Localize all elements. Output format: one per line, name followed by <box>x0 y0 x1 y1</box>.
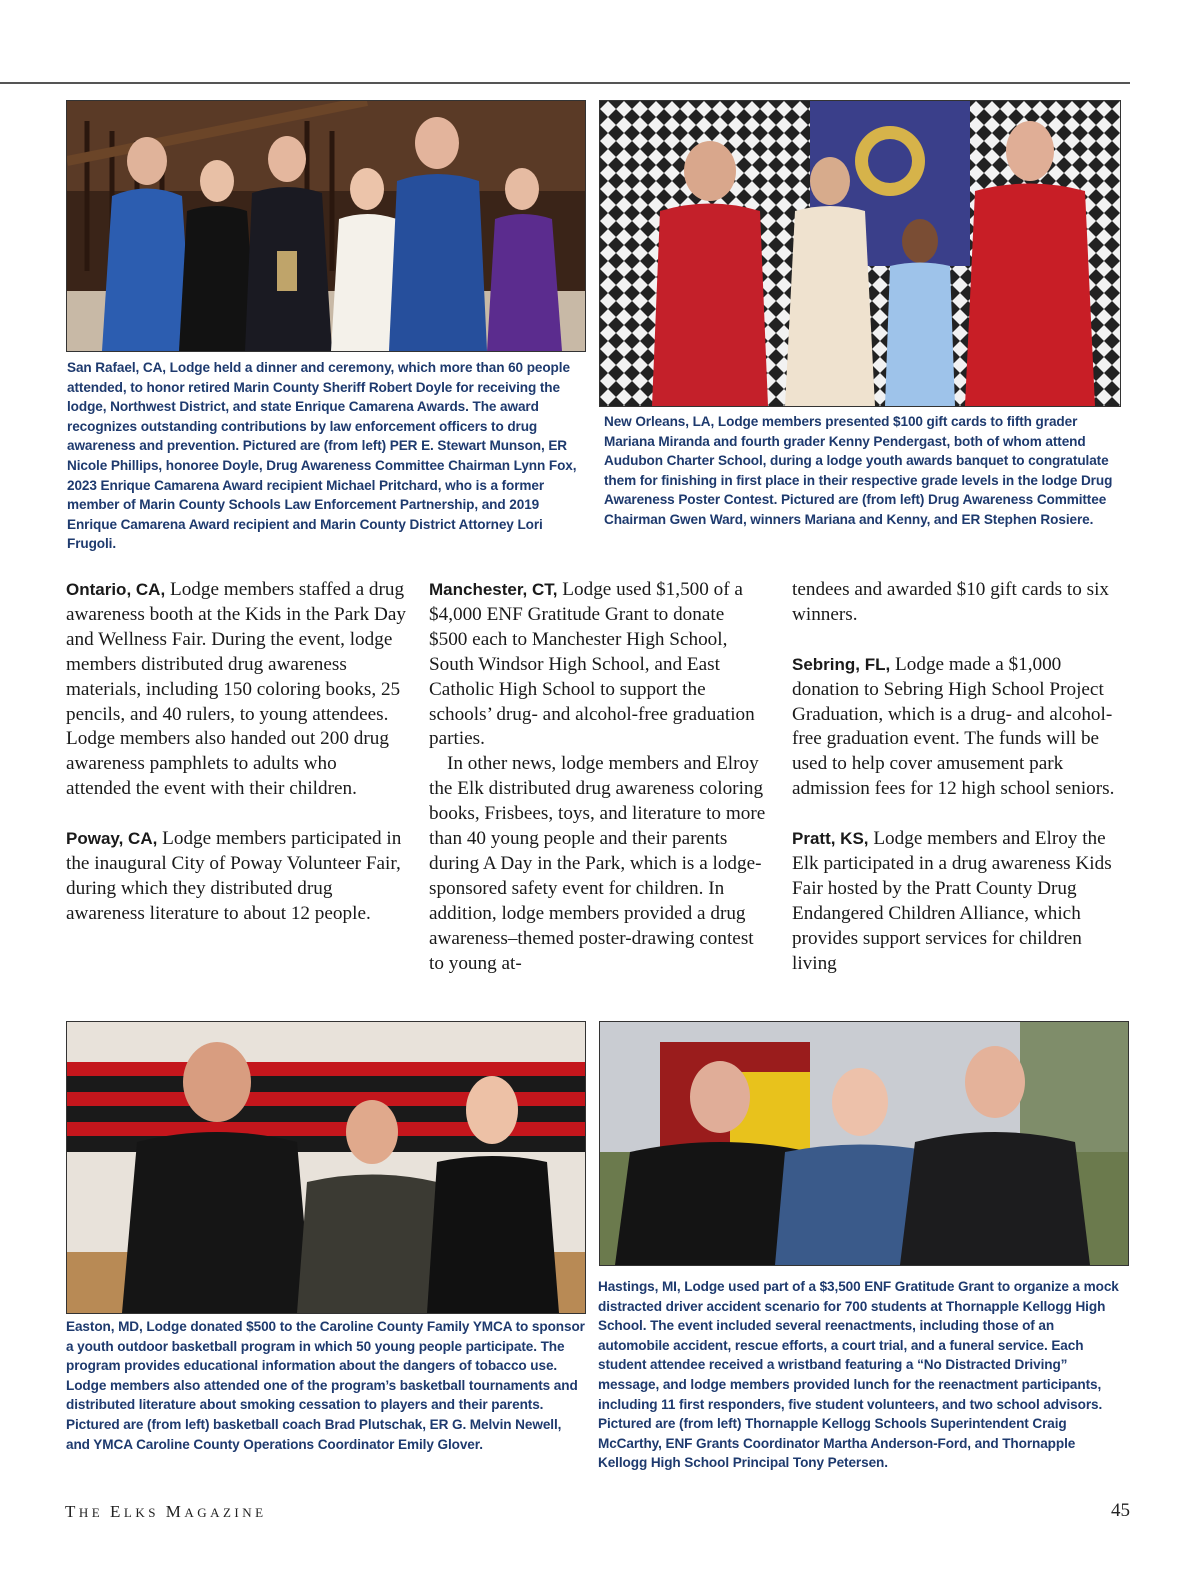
article-ontario <box>66 578 406 802</box>
caption-lead: San Rafael, CA, <box>67 360 166 375</box>
magazine-title-part: M <box>165 1502 185 1521</box>
article-lead: Pratt, KS, <box>792 829 869 849</box>
easton-photo <box>66 1021 586 1314</box>
caption-lead: Hastings, MI, <box>598 1279 681 1294</box>
new-orleans-photo <box>599 100 1121 407</box>
article-column-3 <box>792 578 1130 976</box>
magazine-title-part: LKS <box>123 1505 166 1520</box>
article-body: Lodge members staffed a drug awareness booth at the Kids in the Park Day and Wellness Fair. During the event, lodge members distributed drug awareness materials, including 150 coloring books, 25 pencils, and 40 rulers, to young attendees. Lodge members also handed out 200 drug awareness pamphlets to adults who attended the event with their children. <box>66 579 406 800</box>
caption-body: Lodge members presented $100 gift cards to fifth grader Mariana Miranda and fourth grader Kenny Pendergast, both of whom attend Audubon Charter School, during a lodge youth awards banquet to congratulate them for finishing in first place in their respective grade levels in the lodge Drug Awareness Poster Contest. Pictured are (from left) Drug Awareness Committee Chairman Gwen Ward, winners Mariana and Kenny, and ER Stephen Rosiere. <box>604 414 1113 527</box>
article-pratt <box>792 827 1130 976</box>
magazine-title <box>65 1502 267 1522</box>
article-body: Lodge members and Elroy the Elk participated in a drug awareness Kids Fair hosted by the Pratt County Drug Endangered Children Alliance, which provides support services for children living <box>792 828 1112 974</box>
caption-body: Lodge used part of a $3,500 ENF Gratitude Grant to organize a mock distracted driver accident scenario for 700 students at Thornapple Kellogg High School. The event included several reenactments, including those of an automobile accident, rescue efforts, a court trial, and a funeral service. Each student attendee received a wristband featuring a “No Distracted Driving” message, and lodge members provided lunch for the reenactment participants, including 11 first responders, five student volunteers, and two school advisors. Pictured are (from left) Thornapple Kellogg Schools Superintendent Craig McCarthy, ENF Grants Coordinator Martha Anderson-Ford, and Thornapple Kellogg High School Principal Tony Petersen. <box>598 1279 1119 1471</box>
article-poway <box>66 827 406 927</box>
page-number: 45 <box>1111 1500 1130 1521</box>
article-manchester-tail: tendees and awarded $10 gift cards to six winners. <box>792 579 1110 625</box>
magazine-title-part: HE <box>78 1505 110 1520</box>
article-lead: Ontario, CA, <box>66 580 166 599</box>
article-manchester-continued: In other news, lodge members and Elroy the Elk distributed drug awareness coloring books, Frisbees, toys, and literature to more than 40 young people and their parents during A Day in the Park, which is a lodge-sponsored safety event for children. In addition, lodge members provided a drug awareness–themed poster-drawing contest to young at- <box>429 753 766 974</box>
article-lead: Poway, CA, <box>66 829 158 849</box>
magazine-title-part: AGAZINE <box>184 1505 267 1520</box>
article-manchester <box>429 578 767 752</box>
magazine-title-part: E <box>109 1502 124 1521</box>
article-column-1 <box>66 578 406 927</box>
hastings-photo <box>599 1021 1129 1266</box>
magazine-title-part: T <box>65 1502 79 1521</box>
caption-body: Lodge held a dinner and ceremony, which more than 60 people attended, to honor retired Marin County Sheriff Robert Doyle for receiving the lodge, Northwest District, and state Enrique Camarena Awards. The award recognizes outstanding contributions by law enforcement officers to drug awareness and prevention. Pictured are (from left) PER E. Stewart Munson, ER Nicole Phillips, honoree Doyle, Drug Awareness Committee Chairman Lynn Fox, 2023 Enrique Camarena Award recipient Michael Pritchard, who is a former member of Marin County Schools Law Enforcement Partnership, and 2019 Enrique Camarena Award recipient and Marin County District Attorney Lori Frugoli. <box>67 360 577 552</box>
article-lead: Manchester, CT, <box>429 580 558 599</box>
hastings-caption <box>598 1277 1128 1473</box>
article-body: Lodge members participated in the inaugural City of Poway Volunteer Fair, during which they distributed drug awareness literature to about 12 people. <box>66 828 402 924</box>
article-body: Lodge made a $1,000 donation to Sebring High School Project Graduation, which is a drug- and alcohol-free graduation event. The funds will be used to help cover amusement park admission fees for 12 high school seniors. <box>792 653 1115 800</box>
caption-lead: New Orleans, LA, <box>604 414 715 429</box>
san-rafael-caption <box>67 358 579 554</box>
top-rule <box>0 82 1130 84</box>
new-orleans-caption <box>604 412 1116 530</box>
article-column-2 <box>429 578 767 977</box>
caption-lead: Easton, MD, <box>66 1319 143 1334</box>
easton-caption <box>66 1317 586 1454</box>
article-body: Lodge used $1,500 of a $4,000 ENF Gratitude Grant to donate $500 each to Manchester High School, South Windsor High School, and East Catholic High School to support the schools’ drug- and alcohol-free graduation parties. <box>429 579 755 750</box>
article-lead: Sebring, FL, <box>792 654 891 674</box>
caption-body: Lodge donated $500 to the Caroline County Family YMCA to sponsor a youth outdoor basketball program in which 50 young people participate. The program provides educational information about the dangers of tobacco use. Lodge members also attended one of the program’s basketball tournaments and distributed literature about smoking cessation to players and their parents. Pictured are (from left) basketball coach Brad Plutschak, ER G. Melvin Newell, and YMCA Caroline County Operations Coordinator Emily Glover. <box>66 1319 585 1452</box>
san-rafael-photo <box>66 100 586 352</box>
article-sebring <box>792 653 1130 802</box>
